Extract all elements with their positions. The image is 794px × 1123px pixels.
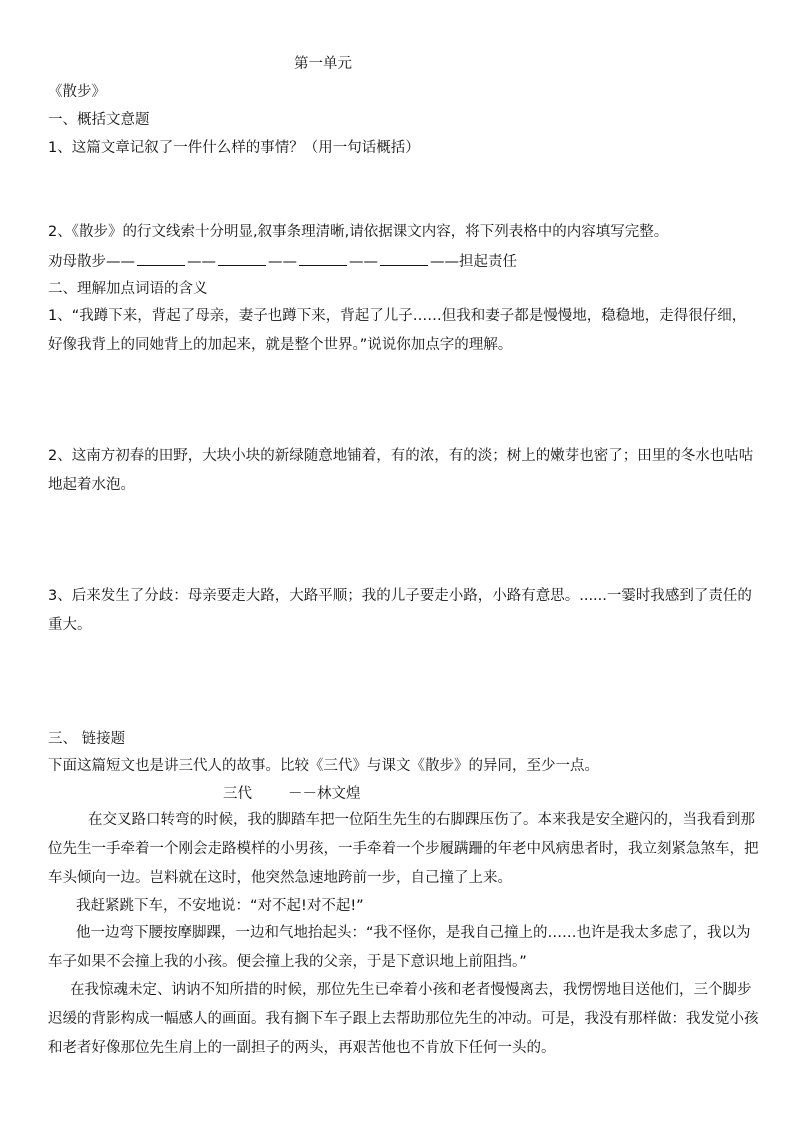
section3-heading: 三、 链接题 xyxy=(48,731,126,747)
plot-chain-sep-2: —— xyxy=(268,254,297,270)
story-paragraph-1: 在交叉路口转弯的时候，我的脚踏车把一位陌生先生的右脚踝压伤了。本来我是安全避闪的，当我看到那位先生一手牵着一个刚会走路模样的小男孩，一手牵着一个步履蹒跚的年老中风病患者时，我立刻紧急煞车，把车头倾向一边。岂料就在这时，他突然急速地跨前一步，自己撞了上来。 xyxy=(48,812,759,886)
plot-chain-start: 劝母散步—— xyxy=(48,254,135,270)
section2-question3: 3、后来发生了分歧：母亲要走大路，大路平顺；我的儿子要走小路，小路有意思。......一霎时我感到了责任的重大。 xyxy=(48,588,752,633)
section2-question1: 1、“我蹲下来，背起了母亲，妻子也蹲下来，背起了儿子……但我和妻子都是慢慢地，稳稳地，走得很仔细，好像我背上的同她背上的加起来，就是整个世界。”说说你加点字的理解。 xyxy=(48,308,747,353)
section1-question1: 1、这篇文章记叙了一件什么样的事情？（用一句话概括） xyxy=(48,140,420,156)
plot-chain-sep-1: —— xyxy=(187,254,216,270)
section1-question2: 2、《散步》的行文线索十分明显,叙事条理清晰,请依据课文内容，将下列表格中的内容填写完整。 xyxy=(48,224,669,240)
plot-chain-end: ——担起责任 xyxy=(430,254,517,270)
unit-title: 第一单元 xyxy=(294,56,352,72)
story-paragraph-2: 我赶紧跳下车，不安地说：“对不起!对不起!” xyxy=(76,898,364,914)
story-paragraph-4: 在我惊魂未定、讷讷不知所措的时候，那位先生已牵着小孩和老者慢慢离去，我愣愣地目送他们，三个脚步迟缓的背影构成一幅感人的画面。我有搁下车子跟上去帮助那位先生的冲动。可是，我没有那样做：我发觉小孩和老者好像那位先生肩上的一副担子的两头，再艰苦他也不肯放下任何一头的。 xyxy=(48,982,759,1056)
plot-chain-sep-3: —— xyxy=(349,254,378,270)
section2-heading: 二、理解加点词语的含义 xyxy=(48,281,208,297)
section1-heading: 一、概括文意题 xyxy=(48,112,150,128)
story-author: －－林文煌 xyxy=(288,786,361,802)
section3-prompt: 下面这篇短文也是讲三代人的故事。比较《三代》与课文《散步》的异同，至少一点。 xyxy=(48,758,599,774)
answer-blank-3[interactable] xyxy=(299,251,347,266)
section2-question2: 2、这南方初春的田野，大块小块的新绿随意地铺着，有的浓，有的淡；树上的嫩芽也密了；田里的冬水也咕咕地起着水泡。 xyxy=(48,448,754,493)
plot-chain xyxy=(48,251,517,272)
answer-blank-1[interactable] xyxy=(137,251,185,266)
answer-blank-2[interactable] xyxy=(218,251,266,266)
story-title: 三代 xyxy=(223,786,252,802)
lesson-title: 《散步》 xyxy=(48,84,106,100)
answer-blank-4[interactable] xyxy=(380,251,428,266)
story-paragraph-3: 他一边弯下腰按摩脚踝，一边和气地抬起头：“我不怪你，是我自己撞上的……也许是我太多虑了，我以为车子如果不会撞上我的小孩。便会撞上我的父亲，于是下意识地上前阻挡。” xyxy=(48,925,751,970)
